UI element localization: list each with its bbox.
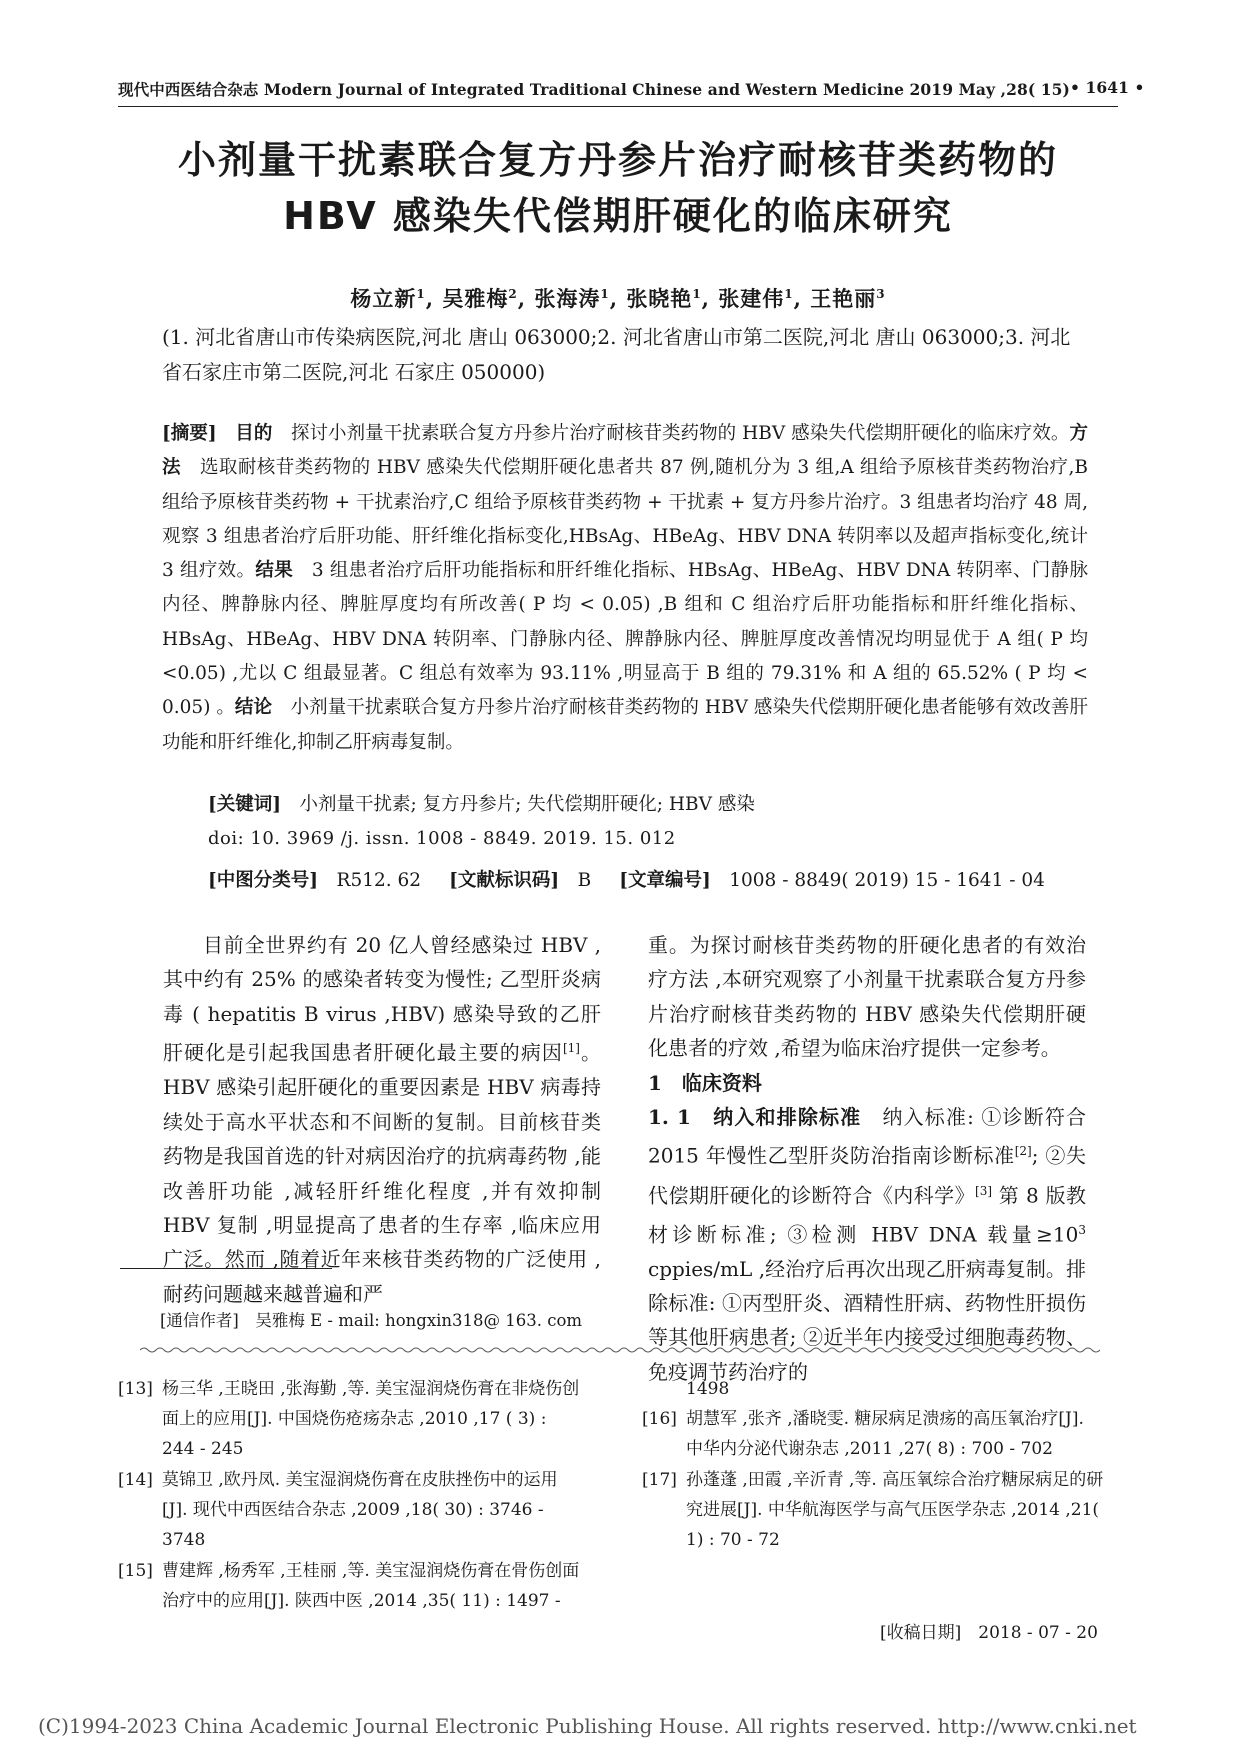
author: 张建伟 xyxy=(718,286,785,311)
author-affiliation-mark: 2 xyxy=(508,287,518,301)
author-affiliation-mark: 1 xyxy=(692,287,702,301)
affiliations: (1. 河北省唐山市传染病医院,河北 唐山 063000;2. 河北省唐山市第二医院,河北 唐山 063000;3. 河北省石家庄市第二医院,河北 石家庄 050000) xyxy=(162,325,1071,384)
method-text: 选取耐核苷类药物的 HBV 感染失代偿期肝硬化患者共 87 例,随机分为 3 组,A 组给予原核苷类药物治疗,B 组给予原核苷类药物 + 干扰素治疗,C 组给予原核苷类药物 + 干扰素 + 复方丹参片治疗。3 组患者均治疗 48 周,观察 3 组患者治疗后肝功能、肝纤维化指标变化,HBsAg、HBeAg、HBV DNA 转阴率以及超声指标变化,统计 3 组疗效。 xyxy=(162,457,1088,582)
author-affiliation-mark: 1 xyxy=(784,287,794,301)
references-right xyxy=(642,1374,1104,1556)
conclusion-label: 结论 xyxy=(234,697,273,719)
copyright-watermark: (C)1994-2023 China Academic Journal Electronic Publishing House. All rights reserved. http://www.cnki.net xyxy=(38,1714,1137,1738)
reference-item: [15] 曹建辉 ,杨秀军 ,王桂丽 ,等. 美宝湿润烧伤膏在骨伤创面治疗中的应用[J]. 陕西中医 ,2014 ,35( 11) : 1497 - xyxy=(118,1561,580,1611)
reference-continuation: 1498 xyxy=(686,1379,730,1399)
title-line-1: 小剂量干扰素联合复方丹参片治疗耐核苷类药物的 xyxy=(177,138,1058,182)
intro-paragraph: 目前全世界约有 20 亿人曾经感染过 HBV ,其中约有 25% 的感染者转变为慢性; 乙型肝炎病毒 ( hepatitis B virus ,HBV) 感染导致的乙肝肝硬化是引起我国患者肝硬化最主要的病因[1]。HBV 感染引起肝硬化的重要因素是 HBV 病毒持续处于高水平状态和不间断的复制。目前核苷类药物是我国首选的针对病因治疗的抗病毒药物 ,能改善肝功能 ,减轻肝纤维化程度 ,并有效抑制 HBV 复制 ,明显提高了患者的生存率 ,临床应用广泛。然而 ,随着近年来核苷类药物的广泛使用 ,耐药问题越来越普遍和严 xyxy=(163,933,602,1306)
result-text: 3 组患者治疗后肝功能指标和肝纤维化指标、HBsAg、HBeAg、HBV DNA 转阴率、门静脉内径、脾静脉内径、脾脏厚度均有所改善( P 均 < 0.05) ,B 组和 C 组治疗后肝功能指标和肝纤维化指标、HBsAg、HBeAg、HBV DNA 转阴率、门静脉内径、脾静脉内径、脾脏厚度改善情况均明显优于 A 组( P 均 <0.05) ,尤以 C 组最显著。C 组总有效率为 93.11% ,明显高于 B 组的 79.31% 和 A 组的 65.52% ( P 均 < 0.05) 。 xyxy=(162,560,1088,719)
purpose-text: 探讨小剂量干扰素联合复方丹参片治疗耐核苷类药物的 HBV 感染失代偿期肝硬化的临床疗效。 xyxy=(290,423,1070,444)
clc-label: [中图分类号] xyxy=(208,870,319,891)
author-affiliation-mark: 1 xyxy=(600,287,610,301)
clc-value: R512. 62 xyxy=(336,870,422,891)
author: 张海涛 xyxy=(534,286,601,311)
author-affiliation-mark: 1 xyxy=(416,287,426,301)
doc-code-label: [文献标识码] xyxy=(449,870,560,891)
author: 张晓艳 xyxy=(626,286,693,311)
abstract-label: [摘要] xyxy=(162,423,217,444)
citation-ref: [2] xyxy=(1014,1144,1032,1159)
doc-code-value: B xyxy=(577,870,592,891)
keywords-text: 小剂量干扰素; 复方丹参片; 失代偿期肝硬化; HBV 感染 xyxy=(299,794,755,815)
abstract xyxy=(162,417,1088,760)
keywords xyxy=(208,790,1088,816)
received-date: [收稿日期] 2018 - 07 - 20 xyxy=(880,1623,1098,1643)
citation-ref: [1] xyxy=(562,1041,580,1056)
exponent: 3 xyxy=(1078,1222,1086,1237)
article-number-value: 1008 - 8849( 2019) 15 - 1641 - 04 xyxy=(729,870,1045,891)
author: 杨立新 xyxy=(350,286,417,311)
conclusion-text: 小剂量干扰素联合复方丹参片治疗耐核苷类药物的 HBV 感染失代偿期肝硬化患者能够有效改善肝功能和肝纤维化,抑制乙肝病毒复制。 xyxy=(162,697,1088,753)
corresponding-author-note: [通信作者] 吴雅梅 E - mail: hongxin318@ 163. com xyxy=(160,1311,583,1330)
criteria-paragraph: 1. 1 纳入和排除标准 纳入标准: ①诊断符合 2015 年慢性乙型肝炎防治指南诊断标准[2]; ②失代偿期肝硬化的诊断符合《内科学》[3] 第 8 版教材诊断标准; ③检测 HBV DNA 载量$\ge 10^3$ cppies/mL ,经治疗后再次出现乙肝病毒复制。排除标准: ①丙型肝炎、酒精性肝病、药物性肝损伤等其他肝病患者; ②近半年内接受过细胞毒药物、免疫调节药治疗的 xyxy=(648,1105,1087,1384)
subsection-heading: 1. 1 纳入和排除标准 xyxy=(648,1105,862,1130)
article-number-label: [文章编号] xyxy=(619,870,711,891)
intro-paragraph-cont: 重。为探讨耐核苷类药物的肝硬化患者的有效治疗方法 ,本研究观察了小剂量干扰素联合复方丹参片治疗耐核苷类药物的 HBV 感染失代偿期肝硬化患者的疗效 ,希望为临床治疗提供一定参考。 xyxy=(648,933,1086,1061)
body-column-left xyxy=(163,928,601,1311)
article-title xyxy=(118,132,1118,244)
reference-item: [16] 胡慧军 ,张齐 ,潘晓雯. 糖尿病足溃疡的高压氧治疗[J]. 中华内分泌代谢杂志 ,2011 ,27( 8) : 700 - 702 xyxy=(642,1409,1084,1459)
section-heading: 1 临床资料 xyxy=(648,1070,762,1095)
author-affiliation-mark: 3 xyxy=(876,287,886,301)
keywords-label: [关键词] xyxy=(208,794,282,815)
classification-row xyxy=(208,866,1088,892)
header-rule xyxy=(118,106,1118,107)
citation-ref: [3] xyxy=(975,1183,993,1198)
result-label: 结果 xyxy=(255,560,294,582)
title-line-2: HBV 感染失代偿期肝硬化的临床研究 xyxy=(283,194,953,238)
page-number: • 1641 • xyxy=(1069,78,1145,97)
footnote-rule xyxy=(120,1268,332,1269)
author: 王艳丽 xyxy=(810,286,877,311)
author: 吴雅梅 xyxy=(442,286,509,311)
journal-header: 现代中西医结合杂志 Modern Journal of Integrated Traditional Chinese and Western Medicine 2019 May ,28( 15) xyxy=(118,80,1070,99)
author-list: 杨立新$^1$, 吴雅梅$^2$, 张海涛$^1$, 张晓艳$^1$, 张建伟$^1$, 王艳丽$^3$ xyxy=(350,286,886,311)
reference-item: [13] 杨三华 ,王晓田 ,张海勤 ,等. 美宝湿润烧伤膏在非烧伤创面上的应用[J]. 中国烧伤疮疡杂志 ,2010 ,17 ( 3) : 244 - 245 xyxy=(118,1379,580,1459)
reference-item: [14] 莫锦卫 ,欧丹凤. 美宝湿润烧伤膏在皮肤挫伤中的运用[J]. 现代中西医结合杂志 ,2009 ,18( 30) : 3746 - 3748 xyxy=(118,1470,558,1550)
running-header xyxy=(118,78,1145,100)
reference-item: [17] 孙蓬蓬 ,田霞 ,辛沂青 ,等. 高压氧综合治疗糖尿病足的研究进展[J]. 中华航海医学与高气压医学杂志 ,2014 ,21( 1) : 70 - 72 xyxy=(642,1470,1104,1550)
method-label: 方法 xyxy=(162,423,1088,479)
wavy-divider xyxy=(140,1345,1100,1355)
doi: doi: 10. 3969 /j. issn. 1008 - 8849. 2019. 15. 012 xyxy=(208,828,676,849)
references-left xyxy=(118,1374,580,1617)
body-column-right xyxy=(648,928,1086,1389)
purpose-label: 目的 xyxy=(235,423,273,444)
